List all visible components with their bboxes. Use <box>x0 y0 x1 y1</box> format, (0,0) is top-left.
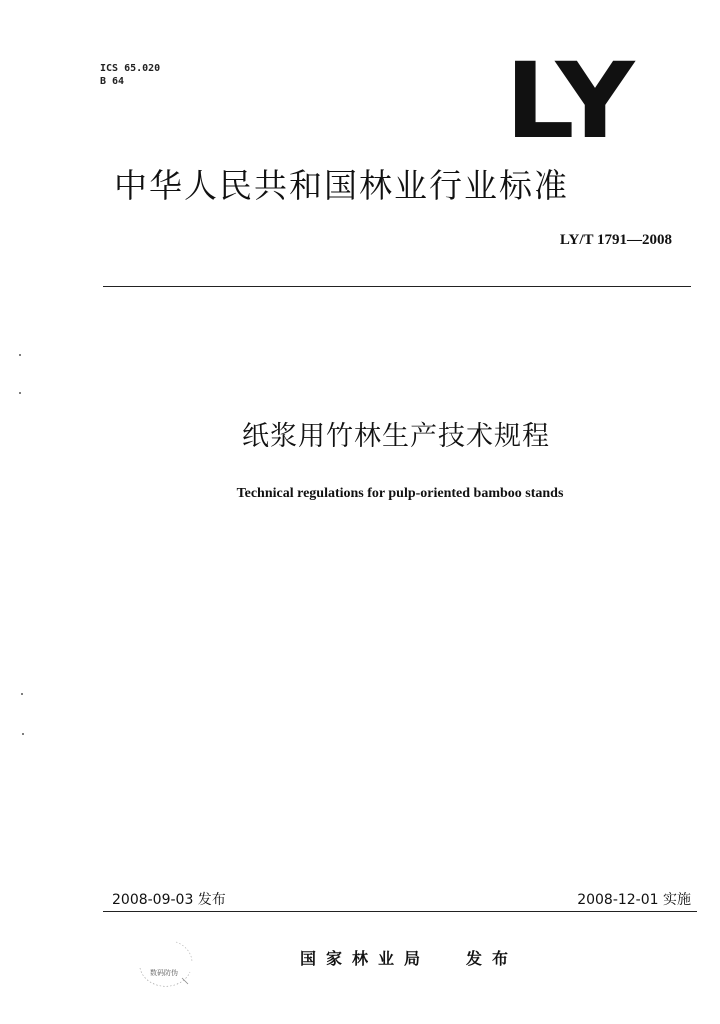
scan-speck <box>21 693 23 695</box>
ly-logo: LY <box>505 40 633 162</box>
header-divider <box>103 286 691 287</box>
scan-speck <box>22 733 24 735</box>
scan-speck <box>19 392 21 394</box>
stamp-label: 数码防伪 <box>150 969 178 977</box>
document-title-english: Technical regulations for pulp-oriented bamboo stands <box>236 486 564 501</box>
classification-codes <box>100 62 160 88</box>
footer-divider <box>103 911 697 912</box>
publisher-name: 国家林业局 <box>300 949 431 968</box>
scan-speck <box>19 354 21 356</box>
issue-date: 2008-09-03 发布 <box>112 892 226 908</box>
publisher-action: 发布 <box>466 949 519 968</box>
standard-number: LY/T 1791—2008 <box>559 232 672 248</box>
ics-code: ICS 65.020 <box>100 63 161 74</box>
anti-counterfeit-stamp-icon <box>132 938 196 988</box>
ccs-code: B 64 <box>100 76 125 87</box>
document-title-chinese: 纸浆用竹林生产技术规程 <box>242 421 550 452</box>
standard-issuer-title: 中华人民共和国林业行业标准 <box>114 166 569 205</box>
implementation-date: 2008-12-01 实施 <box>577 892 691 908</box>
